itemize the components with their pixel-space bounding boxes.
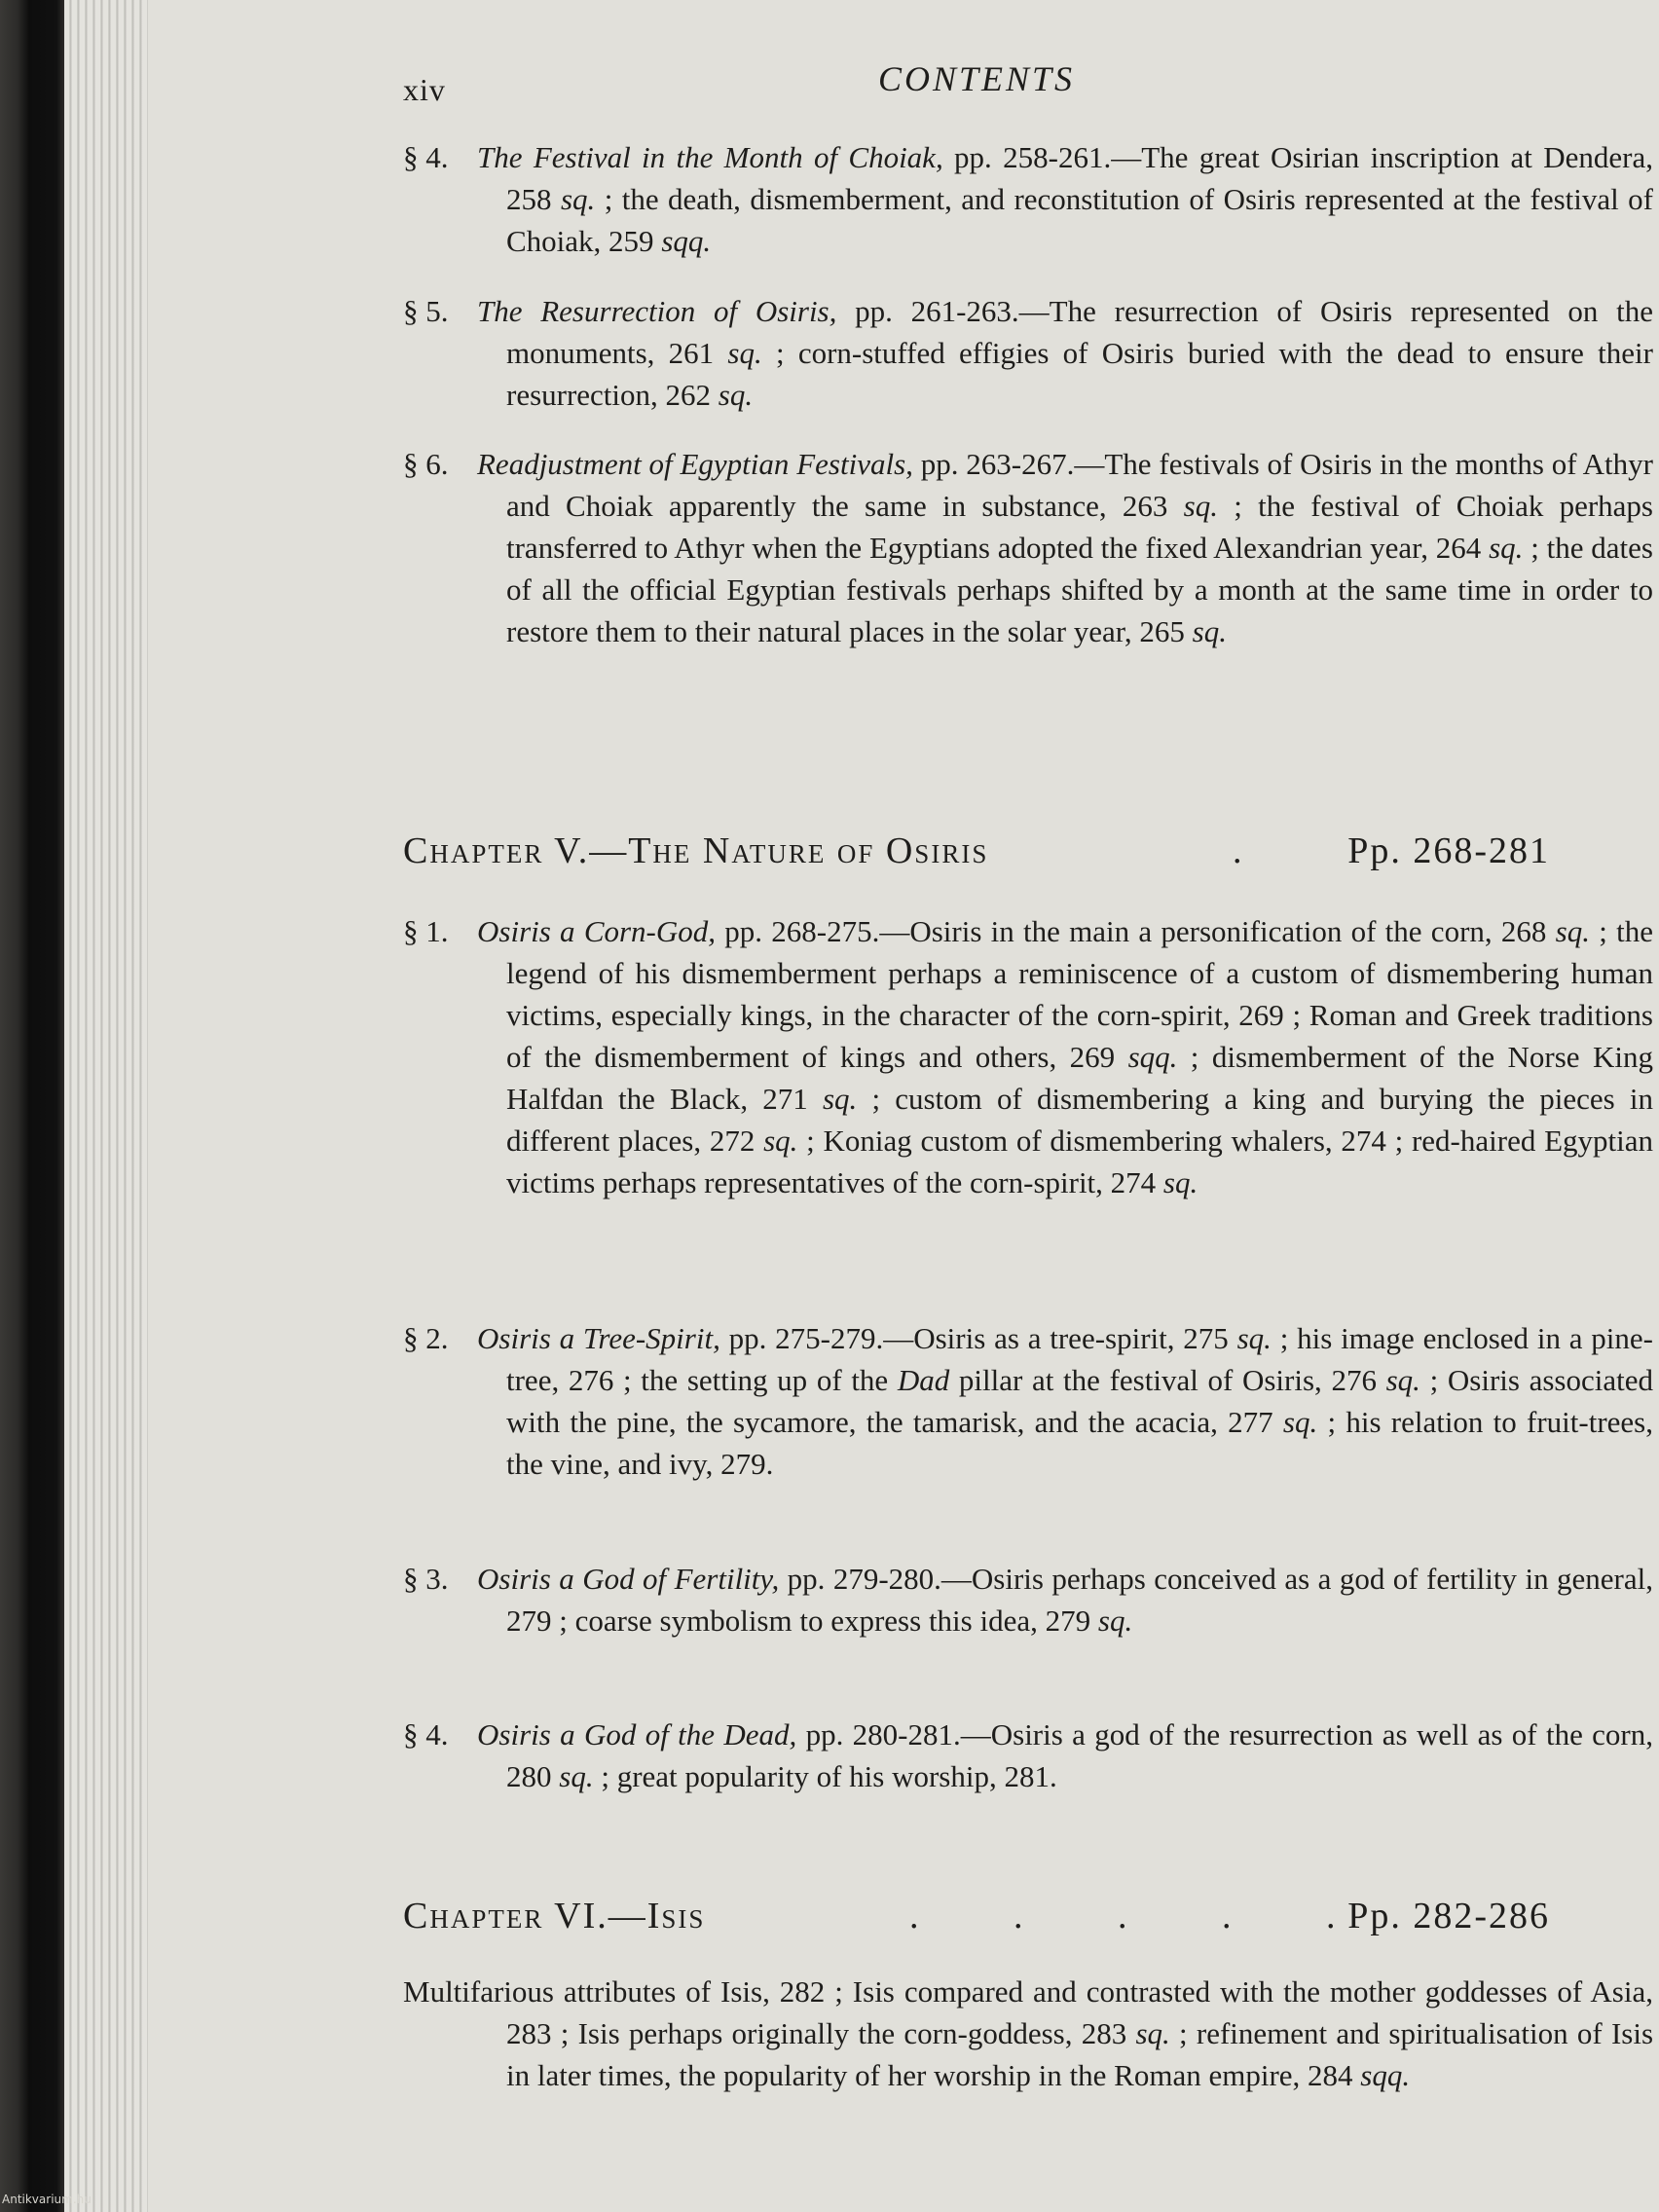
watermark-text: Antikvarium.hu — [2, 2193, 92, 2206]
contents-section-5-4 — [403, 1714, 1653, 1797]
section-text: ; the dates of all the official Egyptian festivals perhaps shifted by a month at the same time in order to restore them to their natural places in the solar year, 265 — [506, 531, 1653, 648]
section-text: pp. 261-263.—The resurrection of Osiris represented on the monuments, 261 — [506, 294, 1653, 370]
section-text: sqq. — [1127, 1040, 1178, 1074]
section-text: sq. — [560, 182, 596, 216]
section-title: Osiris a Tree-Spirit, — [477, 1321, 720, 1355]
section-text: sqq. — [661, 224, 712, 258]
section-text: ; the festival of Choiak perhaps transferred to Athyr when the Egyptians adopted the fixed Alexandrian year, 264 — [506, 489, 1653, 565]
contents-section-4-5 — [403, 290, 1653, 416]
section-text: sq. — [763, 1124, 798, 1158]
chapter-title: Chapter V.—The Nature of Osiris — [403, 830, 989, 871]
contents-section-5-3 — [403, 1558, 1653, 1641]
section-text: sq. — [718, 378, 754, 412]
chapter-6-summary — [403, 1971, 1653, 2096]
summary-text: sqq. — [1360, 2058, 1411, 2092]
contents-section-4-4 — [403, 136, 1653, 262]
chapter-leader-dots: . — [1233, 830, 1285, 871]
section-text: pp. 268-275.—Osiris in the main a personification of the corn, 268 — [716, 914, 1556, 948]
chapter-heading-5 — [403, 830, 1550, 874]
section-text: sq. — [1162, 1165, 1198, 1199]
section-text: sq. — [1192, 614, 1227, 648]
section-text: pillar at the festival of Osiris, 276 — [949, 1363, 1386, 1397]
section-text: Dad — [897, 1363, 950, 1397]
page-edges — [64, 0, 148, 2212]
book-spine-shadow — [0, 0, 64, 2212]
section-text: ; corn-stuffed effigies of Osiris buried with the dead to ensure their resurrection, 262 — [506, 336, 1653, 412]
chapter-title: Chapter VI.—Isis — [403, 1896, 706, 1936]
section-text: pp. 279-280.—Osiris perhaps conceived as a god of fertility in general, 279 ; coarse symbolism to express this idea, 279 — [506, 1562, 1653, 1638]
section-text: sq. — [1097, 1604, 1133, 1638]
section-title: Readjustment of Egyptian Festivals, — [477, 447, 913, 481]
section-number: § 3. — [403, 1562, 449, 1596]
running-head — [403, 58, 1550, 107]
contents-section-5-1 — [403, 910, 1653, 1203]
section-text: sq. — [1385, 1363, 1420, 1397]
section-text: ; Osiris associated with the pine, the sycamore, the tamarisk, and the acacia, 277 — [506, 1363, 1653, 1439]
section-text: ; the legend of his dismemberment perhaps a reminiscence of a custom of dismembering human victims, especially kings, in the character of the corn-spirit, 269 ; Roman and Greek traditions of the dismemberment of kings and others, 269 — [506, 914, 1653, 1074]
section-title: The Resurrection of Osiris, — [477, 294, 837, 328]
section-number: § 4. — [403, 1717, 449, 1751]
chapter-leader-dots: . . . . . — [909, 1896, 1379, 1936]
section-title: Osiris a Corn-God, — [477, 914, 717, 948]
contents-section-4-6 — [403, 443, 1653, 652]
section-text: ; dismemberment of the Norse King Halfdan the Black, 271 — [506, 1040, 1653, 1116]
summary-text: Multifarious attributes of Isis, 282 ; Isis compared and contrasted with the mother goddesses of Asia, 283 ; Isis perhaps originally the corn-goddess, 283 — [403, 1974, 1653, 2050]
section-number: § 4. — [403, 140, 449, 174]
section-text: sq. — [1489, 531, 1524, 565]
section-text: pp. 280-281.—Osiris a god of the resurrection as well as of the corn, 280 — [506, 1717, 1653, 1793]
chapter-heading-6 — [403, 1895, 1550, 1939]
section-text: sq. — [559, 1759, 594, 1793]
section-text: sq. — [1236, 1321, 1272, 1355]
summary-text: ; refinement and spiritualisation of Isis in later times, the popularity of her worship in the Roman empire, 284 — [506, 2016, 1654, 2092]
section-number: § 6. — [403, 447, 449, 481]
section-title: Osiris a God of Fertility, — [477, 1562, 780, 1596]
page-folio: xiv — [403, 72, 446, 107]
section-text: ; Koniag custom of dismembering whalers, 274 ; red-haired Egyptian victims perhaps representatives of the corn-spirit, 274 — [506, 1124, 1654, 1199]
section-text: sq. — [1282, 1405, 1318, 1439]
section-text: ; his image enclosed in a pine-tree, 276 ; the setting up of the — [506, 1321, 1653, 1397]
section-text: pp. 258-261.—The great Osirian inscription at Dendera, 258 — [506, 140, 1653, 216]
section-number: § 1. — [403, 914, 449, 948]
chapter-page-range: Pp. 268-281 — [1347, 830, 1550, 871]
section-number: § 5. — [403, 294, 449, 328]
section-number: § 2. — [403, 1321, 449, 1355]
section-text: pp. 275-279.—Osiris as a tree-spirit, 275 — [719, 1321, 1237, 1355]
section-text: ; his relation to fruit-trees, the vine, and ivy, 279. — [506, 1405, 1654, 1481]
summary-text: sq. — [1135, 2016, 1170, 2050]
section-text: ; great popularity of his worship, 281. — [593, 1759, 1057, 1793]
running-head-title: CONTENTS — [877, 59, 1076, 98]
section-title: Osiris a God of the Dead, — [477, 1717, 797, 1751]
section-text: ; the death, dismemberment, and reconstitution of Osiris represented at the festival of Choiak, 259 — [506, 182, 1653, 258]
chapter-page-range: Pp. 282-286 — [1347, 1896, 1550, 1936]
section-text: sq. — [1183, 489, 1218, 523]
section-text: sq. — [727, 336, 762, 370]
contents-section-5-2 — [403, 1317, 1653, 1485]
section-title: The Festival in the Month of Choiak, — [477, 140, 943, 174]
section-text: pp. 263-267.—The festivals of Osiris in the months of Athyr and Choiak apparently the same in substance, 263 — [506, 447, 1653, 523]
section-text: sq. — [822, 1082, 858, 1116]
section-text: sq. — [1555, 914, 1590, 948]
section-text: ; custom of dismembering a king and burying the pieces in different places, 272 — [506, 1082, 1653, 1158]
